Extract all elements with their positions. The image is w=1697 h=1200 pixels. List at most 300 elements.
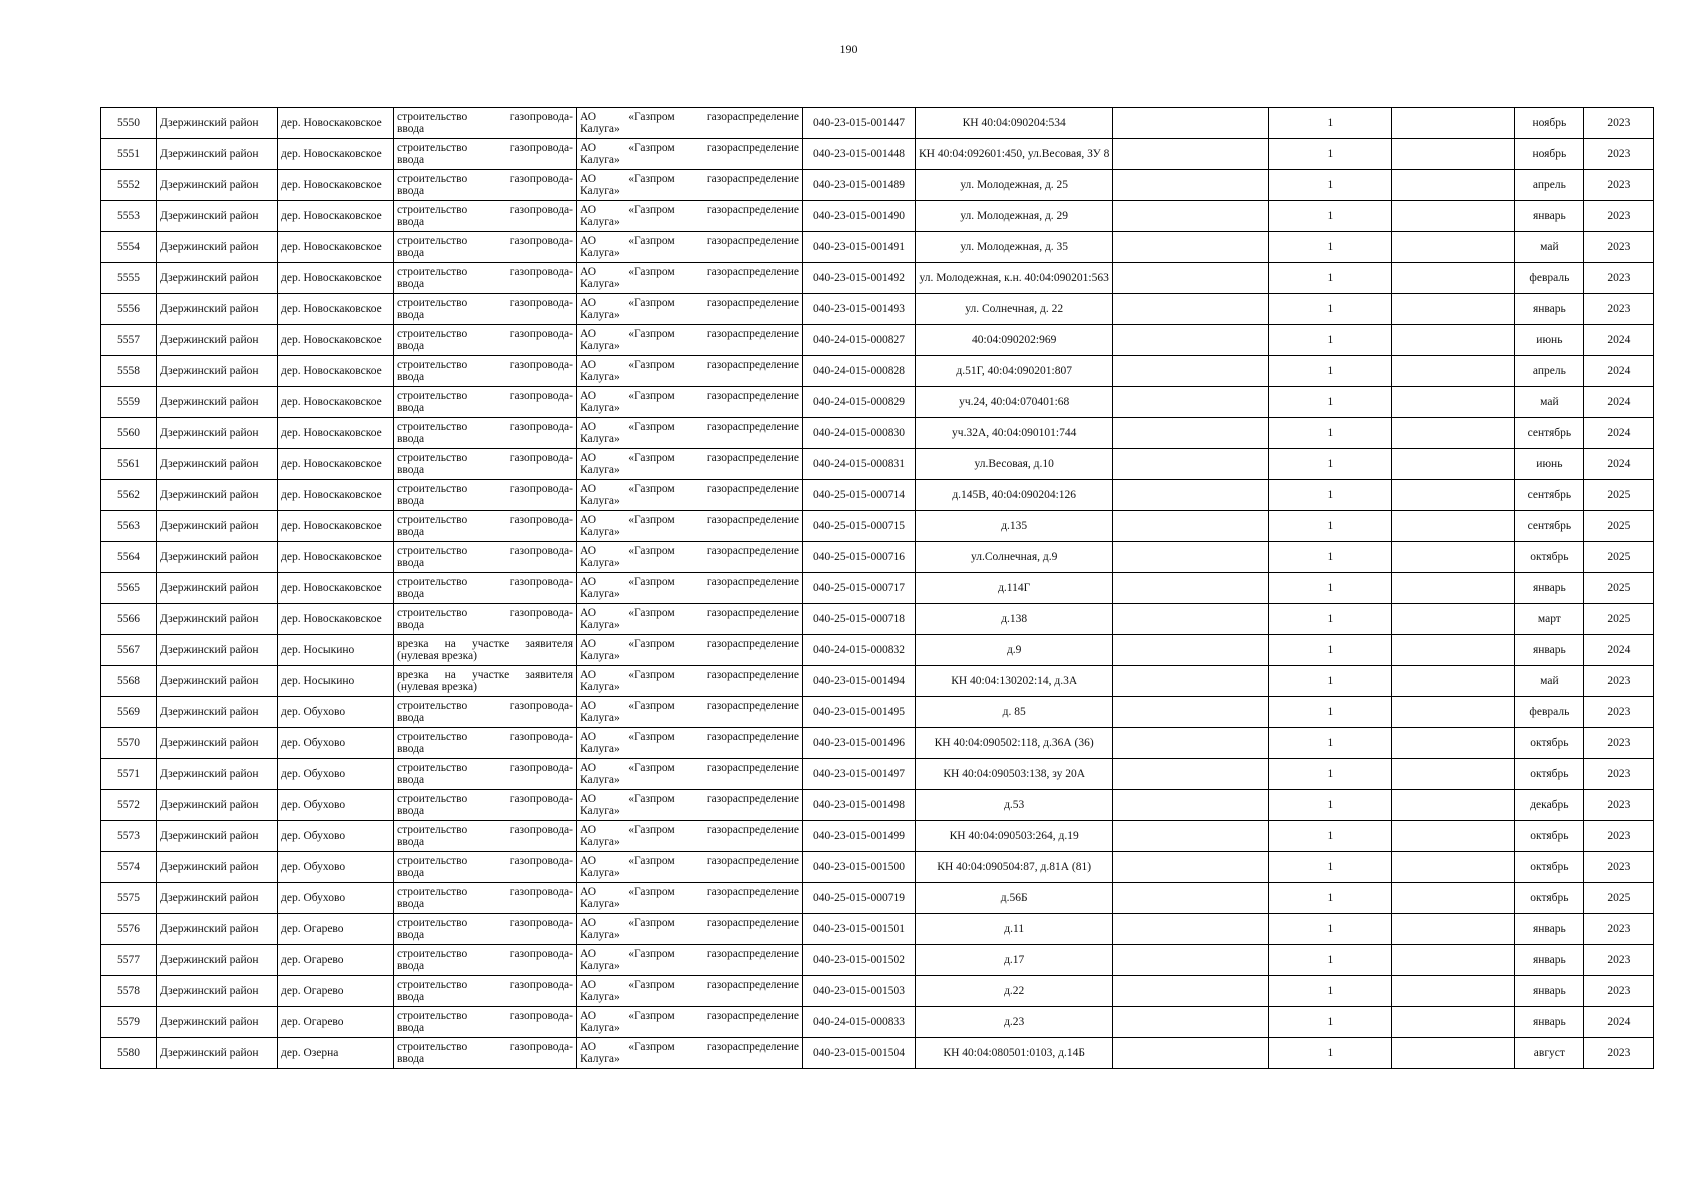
- application-code-cell: 040-23-015-001490: [803, 201, 916, 232]
- row-number: 5577: [101, 945, 157, 976]
- page-number: 190: [839, 42, 858, 56]
- organization-cell-line: Калуга»: [580, 774, 620, 786]
- application-code-cell: 040-23-015-001495: [803, 697, 916, 728]
- year-cell: 2025: [1584, 480, 1654, 511]
- work-type-cell: [394, 635, 577, 666]
- work-type-cell-line: строительство газопровода-: [397, 513, 573, 526]
- work-type-cell-line: строительство газопровода-: [397, 234, 573, 247]
- work-type-cell: [394, 170, 577, 201]
- table-row: [101, 604, 1654, 635]
- month-cell: март: [1515, 604, 1584, 635]
- table-row: [101, 263, 1654, 294]
- locality-cell: дер. Обухово: [278, 697, 394, 728]
- table-row: [101, 573, 1654, 604]
- organization-cell-line: Калуга»: [580, 681, 620, 693]
- work-type-cell: [394, 976, 577, 1007]
- row-number: 5559: [101, 387, 157, 418]
- work-type-cell: [394, 263, 577, 294]
- work-type-cell-line: ввода: [397, 588, 425, 600]
- application-code-cell: 040-23-015-001504: [803, 1038, 916, 1069]
- month-cell: январь: [1515, 294, 1584, 325]
- year-cell: 2023: [1584, 852, 1654, 883]
- organization-cell-line: АО «Газпром газораспределение: [580, 947, 799, 960]
- organization-cell: [577, 666, 803, 697]
- work-type-cell-line: строительство газопровода-: [397, 482, 573, 495]
- work-type-cell-line: врезка на участке заявителя: [397, 668, 573, 681]
- work-type-cell-line: строительство газопровода-: [397, 296, 573, 309]
- gas-connection-table: [100, 107, 1654, 1069]
- month-cell: сентябрь: [1515, 418, 1584, 449]
- work-type-cell-line: ввода: [397, 960, 425, 972]
- year-cell: 2024: [1584, 1007, 1654, 1038]
- address-cell: д. 85: [916, 697, 1113, 728]
- count-cell: 1: [1269, 449, 1392, 480]
- locality-cell: дер. Обухово: [278, 790, 394, 821]
- table-row: [101, 511, 1654, 542]
- work-type-cell-line: ввода: [397, 712, 425, 724]
- year-cell: 2023: [1584, 759, 1654, 790]
- locality-cell: дер. Новоскаковское: [278, 263, 394, 294]
- table-row: [101, 790, 1654, 821]
- year-cell: 2024: [1584, 635, 1654, 666]
- empty-cell: [1113, 914, 1269, 945]
- locality-cell: дер. Обухово: [278, 821, 394, 852]
- organization-cell-line: Калуга»: [580, 836, 620, 848]
- organization-cell: [577, 883, 803, 914]
- locality-cell: дер. Новоскаковское: [278, 325, 394, 356]
- count-cell: 1: [1269, 1007, 1392, 1038]
- empty-cell: [1392, 201, 1515, 232]
- district-cell: Дзержинский район: [157, 666, 278, 697]
- locality-cell: дер. Обухово: [278, 728, 394, 759]
- empty-cell: [1113, 573, 1269, 604]
- table-row: [101, 480, 1654, 511]
- month-cell: апрель: [1515, 356, 1584, 387]
- address-cell: ул.Солнечная, д.9: [916, 542, 1113, 573]
- month-cell: октябрь: [1515, 759, 1584, 790]
- work-type-cell-line: строительство газопровода-: [397, 885, 573, 898]
- count-cell: 1: [1269, 480, 1392, 511]
- empty-cell: [1392, 449, 1515, 480]
- organization-cell-line: АО «Газпром газораспределение: [580, 823, 799, 836]
- organization-cell-line: АО «Газпром газораспределение: [580, 141, 799, 154]
- work-type-cell-line: ввода: [397, 402, 425, 414]
- organization-cell-line: Калуга»: [580, 712, 620, 724]
- table-row: [101, 1038, 1654, 1069]
- count-cell: 1: [1269, 790, 1392, 821]
- district-cell: Дзержинский район: [157, 108, 278, 139]
- organization-cell-line: Калуга»: [580, 929, 620, 941]
- organization-cell-line: АО «Газпром газораспределение: [580, 978, 799, 991]
- count-cell: 1: [1269, 883, 1392, 914]
- table-row: [101, 108, 1654, 139]
- year-cell: 2025: [1584, 511, 1654, 542]
- table-row: [101, 759, 1654, 790]
- month-cell: февраль: [1515, 697, 1584, 728]
- work-type-cell: [394, 604, 577, 635]
- table-row: [101, 635, 1654, 666]
- work-type-cell-line: строительство газопровода-: [397, 699, 573, 712]
- work-type-cell-line: строительство газопровода-: [397, 1040, 573, 1053]
- work-type-cell: [394, 821, 577, 852]
- row-number: 5574: [101, 852, 157, 883]
- month-cell: август: [1515, 1038, 1584, 1069]
- row-number: 5560: [101, 418, 157, 449]
- work-type-cell-line: строительство газопровода-: [397, 854, 573, 867]
- month-cell: май: [1515, 387, 1584, 418]
- district-cell: Дзержинский район: [157, 914, 278, 945]
- empty-cell: [1392, 542, 1515, 573]
- organization-cell-line: Калуга»: [580, 154, 620, 166]
- work-type-cell-line: ввода: [397, 340, 425, 352]
- work-type-cell-line: строительство газопровода-: [397, 389, 573, 402]
- row-number: 5571: [101, 759, 157, 790]
- locality-cell: дер. Носыкино: [278, 635, 394, 666]
- organization-cell: [577, 573, 803, 604]
- application-code-cell: 040-25-015-000719: [803, 883, 916, 914]
- address-cell: КН 40:04:090502:118, д.36А (36): [916, 728, 1113, 759]
- application-code-cell: 040-24-015-000833: [803, 1007, 916, 1038]
- address-cell: д.22: [916, 976, 1113, 1007]
- organization-cell-line: Калуга»: [580, 247, 620, 259]
- application-code-cell: 040-23-015-001494: [803, 666, 916, 697]
- address-cell: уч.32А, 40:04:090101:744: [916, 418, 1113, 449]
- year-cell: 2023: [1584, 201, 1654, 232]
- application-code-cell: 040-24-015-000828: [803, 356, 916, 387]
- work-type-cell-line: строительство газопровода-: [397, 978, 573, 991]
- empty-cell: [1392, 294, 1515, 325]
- empty-cell: [1113, 511, 1269, 542]
- table-row: [101, 170, 1654, 201]
- row-number: 5566: [101, 604, 157, 635]
- work-type-cell-line: ввода: [397, 991, 425, 1003]
- organization-cell: [577, 418, 803, 449]
- organization-cell-line: АО «Газпром газораспределение: [580, 358, 799, 371]
- locality-cell: дер. Озерна: [278, 1038, 394, 1069]
- month-cell: октябрь: [1515, 821, 1584, 852]
- work-type-cell-line: строительство газопровода-: [397, 730, 573, 743]
- year-cell: 2025: [1584, 542, 1654, 573]
- work-type-cell-line: строительство газопровода-: [397, 420, 573, 433]
- table-row: [101, 387, 1654, 418]
- table-body: [101, 108, 1654, 1069]
- table-row: [101, 883, 1654, 914]
- organization-cell-line: АО «Газпром газораспределение: [580, 699, 799, 712]
- work-type-cell: [394, 232, 577, 263]
- count-cell: 1: [1269, 821, 1392, 852]
- district-cell: Дзержинский район: [157, 294, 278, 325]
- work-type-cell-line: ввода: [397, 836, 425, 848]
- table-row: [101, 852, 1654, 883]
- row-number: 5569: [101, 697, 157, 728]
- organization-cell-line: АО «Газпром газораспределение: [580, 389, 799, 402]
- locality-cell: дер. Новоскаковское: [278, 170, 394, 201]
- year-cell: 2023: [1584, 170, 1654, 201]
- work-type-cell-line: врезка на участке заявителя: [397, 637, 573, 650]
- work-type-cell: [394, 1038, 577, 1069]
- row-number: 5576: [101, 914, 157, 945]
- row-number: 5554: [101, 232, 157, 263]
- table-row: [101, 139, 1654, 170]
- district-cell: Дзержинский район: [157, 387, 278, 418]
- organization-cell-line: АО «Газпром газораспределение: [580, 606, 799, 619]
- organization-cell: [577, 1038, 803, 1069]
- district-cell: Дзержинский район: [157, 635, 278, 666]
- month-cell: январь: [1515, 573, 1584, 604]
- month-cell: декабрь: [1515, 790, 1584, 821]
- organization-cell: [577, 139, 803, 170]
- organization-cell: [577, 821, 803, 852]
- organization-cell-line: Калуга»: [580, 433, 620, 445]
- address-cell: д.11: [916, 914, 1113, 945]
- row-number: 5563: [101, 511, 157, 542]
- work-type-cell-line: ввода: [397, 557, 425, 569]
- month-cell: ноябрь: [1515, 139, 1584, 170]
- district-cell: Дзержинский район: [157, 790, 278, 821]
- address-cell: КН 40:04:090503:138, зу 20А: [916, 759, 1113, 790]
- table-row: [101, 325, 1654, 356]
- empty-cell: [1392, 728, 1515, 759]
- work-type-cell-line: строительство газопровода-: [397, 606, 573, 619]
- application-code-cell: 040-23-015-001496: [803, 728, 916, 759]
- work-type-cell-line: ввода: [397, 216, 425, 228]
- empty-cell: [1113, 883, 1269, 914]
- year-cell: 2023: [1584, 728, 1654, 759]
- organization-cell: [577, 728, 803, 759]
- empty-cell: [1392, 511, 1515, 542]
- empty-cell: [1113, 108, 1269, 139]
- month-cell: июнь: [1515, 325, 1584, 356]
- empty-cell: [1113, 387, 1269, 418]
- month-cell: январь: [1515, 1007, 1584, 1038]
- organization-cell-line: Калуга»: [580, 898, 620, 910]
- work-type-cell: [394, 511, 577, 542]
- district-cell: Дзержинский район: [157, 201, 278, 232]
- application-code-cell: 040-23-015-001448: [803, 139, 916, 170]
- address-cell: д.53: [916, 790, 1113, 821]
- count-cell: 1: [1269, 852, 1392, 883]
- organization-cell-line: Калуга»: [580, 123, 620, 135]
- application-code-cell: 040-25-015-000718: [803, 604, 916, 635]
- work-type-cell-line: строительство газопровода-: [397, 451, 573, 464]
- work-type-cell-line: строительство газопровода-: [397, 916, 573, 929]
- work-type-cell-line: ввода: [397, 371, 425, 383]
- work-type-cell: [394, 790, 577, 821]
- locality-cell: дер. Обухово: [278, 759, 394, 790]
- row-number: 5572: [101, 790, 157, 821]
- organization-cell: [577, 449, 803, 480]
- work-type-cell: [394, 759, 577, 790]
- empty-cell: [1392, 790, 1515, 821]
- empty-cell: [1113, 232, 1269, 263]
- work-type-cell-line: ввода: [397, 278, 425, 290]
- locality-cell: дер. Новоскаковское: [278, 387, 394, 418]
- work-type-cell: [394, 418, 577, 449]
- application-code-cell: 040-25-015-000715: [803, 511, 916, 542]
- work-type-cell-line: ввода: [397, 526, 425, 538]
- organization-cell: [577, 604, 803, 635]
- locality-cell: дер. Новоскаковское: [278, 232, 394, 263]
- organization-cell: [577, 852, 803, 883]
- row-number: 5568: [101, 666, 157, 697]
- organization-cell-line: АО «Газпром газораспределение: [580, 420, 799, 433]
- count-cell: 1: [1269, 387, 1392, 418]
- year-cell: 2023: [1584, 263, 1654, 294]
- locality-cell: дер. Новоскаковское: [278, 418, 394, 449]
- year-cell: 2023: [1584, 821, 1654, 852]
- empty-cell: [1392, 232, 1515, 263]
- address-cell: ул. Солнечная, д. 22: [916, 294, 1113, 325]
- count-cell: 1: [1269, 759, 1392, 790]
- work-type-cell-line: ввода: [397, 185, 425, 197]
- organization-cell-line: АО «Газпром газораспределение: [580, 451, 799, 464]
- empty-cell: [1113, 201, 1269, 232]
- empty-cell: [1392, 635, 1515, 666]
- organization-cell-line: Калуга»: [580, 1022, 620, 1034]
- month-cell: ноябрь: [1515, 108, 1584, 139]
- count-cell: 1: [1269, 108, 1392, 139]
- district-cell: Дзержинский район: [157, 976, 278, 1007]
- empty-cell: [1113, 418, 1269, 449]
- work-type-cell-line: ввода: [397, 867, 425, 879]
- empty-cell: [1392, 356, 1515, 387]
- address-cell: КН 40:04:092601:450, ул.Весовая, ЗУ 8: [916, 139, 1113, 170]
- year-cell: 2023: [1584, 1038, 1654, 1069]
- locality-cell: дер. Новоскаковское: [278, 573, 394, 604]
- work-type-cell-line: (нулевая врезка): [397, 650, 477, 662]
- empty-cell: [1392, 945, 1515, 976]
- count-cell: 1: [1269, 1038, 1392, 1069]
- work-type-cell-line: ввода: [397, 1053, 425, 1065]
- count-cell: 1: [1269, 418, 1392, 449]
- organization-cell: [577, 914, 803, 945]
- organization-cell-line: АО «Газпром газораспределение: [580, 172, 799, 185]
- count-cell: 1: [1269, 635, 1392, 666]
- district-cell: Дзержинский район: [157, 697, 278, 728]
- empty-cell: [1113, 1007, 1269, 1038]
- locality-cell: дер. Обухово: [278, 883, 394, 914]
- work-type-cell-line: ввода: [397, 619, 425, 631]
- address-cell: КН 40:04:090504:87, д.81А (81): [916, 852, 1113, 883]
- work-type-cell-line: ввода: [397, 154, 425, 166]
- district-cell: Дзержинский район: [157, 883, 278, 914]
- address-cell: 40:04:090202:969: [916, 325, 1113, 356]
- count-cell: 1: [1269, 356, 1392, 387]
- district-cell: Дзержинский район: [157, 170, 278, 201]
- organization-cell: [577, 232, 803, 263]
- organization-cell-line: Калуга»: [580, 464, 620, 476]
- empty-cell: [1113, 542, 1269, 573]
- district-cell: Дзержинский район: [157, 1038, 278, 1069]
- organization-cell-line: Калуга»: [580, 557, 620, 569]
- organization-cell-line: Калуга»: [580, 495, 620, 507]
- table-row: [101, 449, 1654, 480]
- application-code-cell: 040-24-015-000832: [803, 635, 916, 666]
- empty-cell: [1392, 697, 1515, 728]
- organization-cell-line: АО «Газпром газораспределение: [580, 1040, 799, 1053]
- count-cell: 1: [1269, 542, 1392, 573]
- work-type-cell: [394, 914, 577, 945]
- district-cell: Дзержинский район: [157, 852, 278, 883]
- organization-cell: [577, 976, 803, 1007]
- table-row: [101, 201, 1654, 232]
- empty-cell: [1392, 666, 1515, 697]
- address-cell: д.17: [916, 945, 1113, 976]
- organization-cell-line: АО «Газпром газораспределение: [580, 327, 799, 340]
- application-code-cell: 040-23-015-001503: [803, 976, 916, 1007]
- work-type-cell-line: ввода: [397, 774, 425, 786]
- organization-cell: [577, 480, 803, 511]
- district-cell: Дзержинский район: [157, 263, 278, 294]
- table-row: [101, 728, 1654, 759]
- count-cell: 1: [1269, 232, 1392, 263]
- year-cell: 2024: [1584, 449, 1654, 480]
- empty-cell: [1113, 666, 1269, 697]
- organization-cell: [577, 1007, 803, 1038]
- locality-cell: дер. Носыкино: [278, 666, 394, 697]
- address-cell: д.9: [916, 635, 1113, 666]
- work-type-cell-line: строительство газопровода-: [397, 141, 573, 154]
- application-code-cell: 040-23-015-001491: [803, 232, 916, 263]
- work-type-cell: [394, 294, 577, 325]
- table-row: [101, 232, 1654, 263]
- work-type-cell-line: строительство газопровода-: [397, 544, 573, 557]
- work-type-cell-line: строительство газопровода-: [397, 265, 573, 278]
- empty-cell: [1113, 697, 1269, 728]
- count-cell: 1: [1269, 573, 1392, 604]
- district-cell: Дзержинский район: [157, 759, 278, 790]
- work-type-cell-line: строительство газопровода-: [397, 792, 573, 805]
- month-cell: январь: [1515, 945, 1584, 976]
- work-type-cell: [394, 542, 577, 573]
- work-type-cell-line: ввода: [397, 495, 425, 507]
- row-number: 5567: [101, 635, 157, 666]
- organization-cell: [577, 170, 803, 201]
- year-cell: 2024: [1584, 418, 1654, 449]
- organization-cell: [577, 542, 803, 573]
- locality-cell: дер. Новоскаковское: [278, 542, 394, 573]
- locality-cell: дер. Новоскаковское: [278, 201, 394, 232]
- work-type-cell: [394, 852, 577, 883]
- application-code-cell: 040-24-015-000830: [803, 418, 916, 449]
- address-cell: д.51Г, 40:04:090201:807: [916, 356, 1113, 387]
- empty-cell: [1392, 573, 1515, 604]
- work-type-cell-line: ввода: [397, 464, 425, 476]
- district-cell: Дзержинский район: [157, 449, 278, 480]
- address-cell: ул.Весовая, д.10: [916, 449, 1113, 480]
- empty-cell: [1113, 356, 1269, 387]
- work-type-cell-line: ввода: [397, 309, 425, 321]
- locality-cell: дер. Огарево: [278, 976, 394, 1007]
- empty-cell: [1392, 883, 1515, 914]
- district-cell: Дзержинский район: [157, 325, 278, 356]
- empty-cell: [1113, 852, 1269, 883]
- count-cell: 1: [1269, 604, 1392, 635]
- organization-cell-line: Калуга»: [580, 402, 620, 414]
- year-cell: 2023: [1584, 108, 1654, 139]
- application-code-cell: 040-23-015-001493: [803, 294, 916, 325]
- organization-cell-line: Калуга»: [580, 340, 620, 352]
- empty-cell: [1392, 759, 1515, 790]
- month-cell: июнь: [1515, 449, 1584, 480]
- organization-cell-line: АО «Газпром газораспределение: [580, 885, 799, 898]
- empty-cell: [1392, 852, 1515, 883]
- organization-cell-line: Калуга»: [580, 619, 620, 631]
- table-row: [101, 356, 1654, 387]
- work-type-cell-line: ввода: [397, 1022, 425, 1034]
- district-cell: Дзержинский район: [157, 604, 278, 635]
- application-code-cell: 040-23-015-001499: [803, 821, 916, 852]
